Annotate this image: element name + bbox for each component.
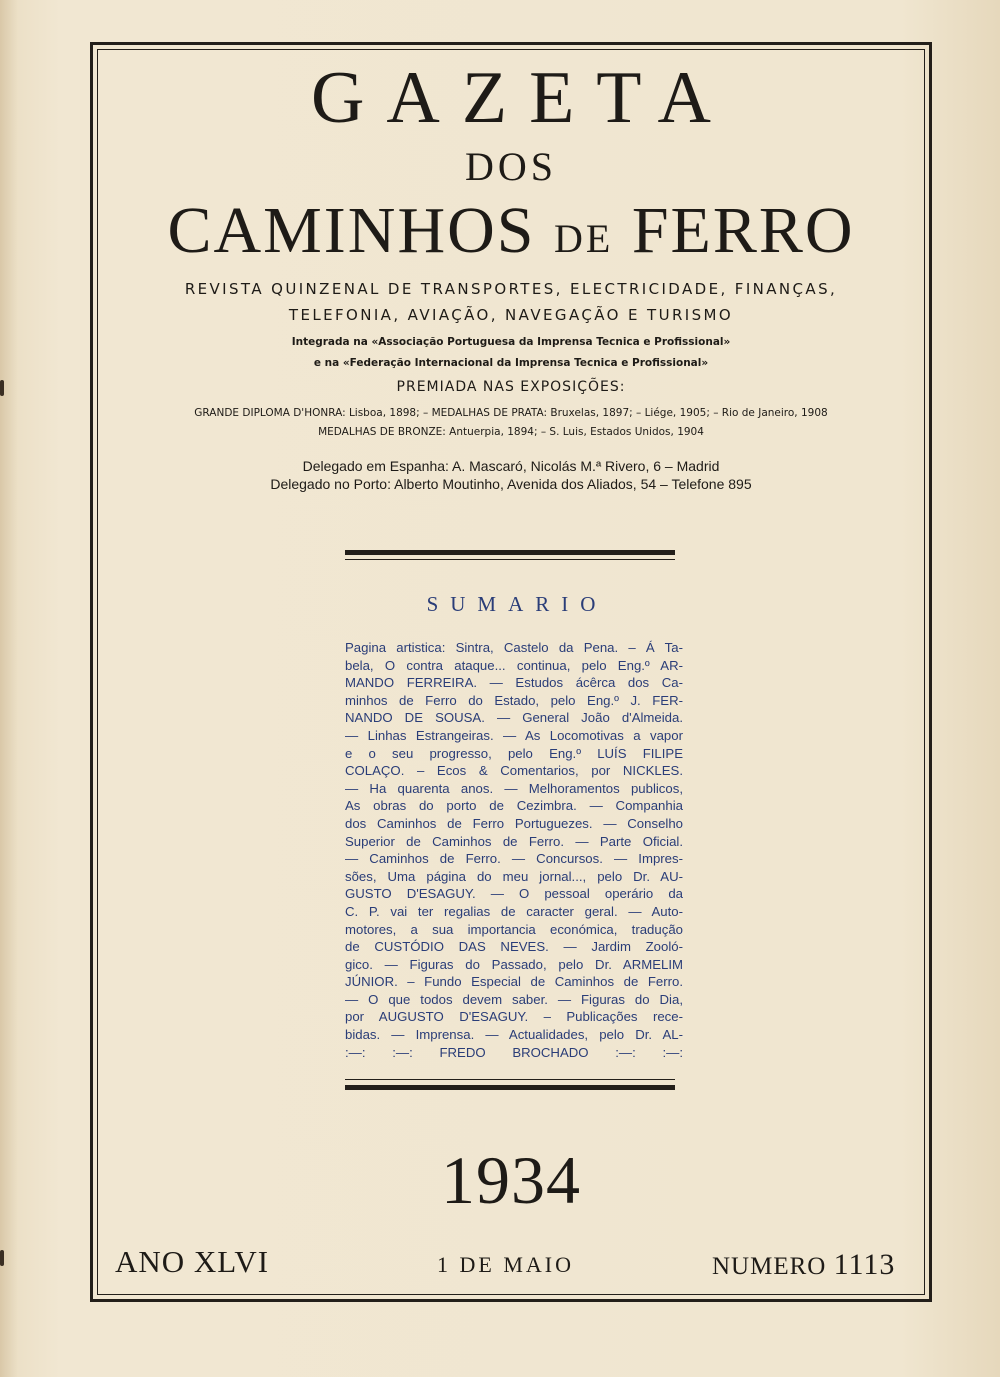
sumario-line: COLAÇO. – Ecos & Comentarios, por NICKLES.	[345, 763, 683, 779]
premiada-heading: PREMIADA NAS EXPOSIÇÕES:	[396, 379, 626, 395]
sumario-line: sões, Uma página do meu jornal..., pelo Dr. AU-	[345, 868, 683, 884]
masthead-title-dos: DOS	[464, 144, 558, 189]
sumario-line: GUSTO D'ESAGUY. — O pessoal operário da	[345, 886, 683, 902]
sumario-line: por AUGUSTO D'ESAGUY. – Publicações rece-	[345, 1009, 683, 1025]
sumario-line: de CUSTÓDIO DAS NEVES. — Jardim Zooló-	[345, 939, 683, 955]
sumario-line: NANDO DE SOUSA. — General João d'Almeida.	[345, 710, 683, 726]
issue-volume: ANO XLVI	[115, 1244, 270, 1279]
sumario-line: bela, O contra ataque... continua, pelo Eng.º AR-	[345, 657, 683, 673]
masthead-word-ferro: FERRO	[631, 194, 855, 267]
sumario-line: gico. — Figuras do Passado, pelo Dr. ARMELIM	[345, 956, 683, 972]
masthead-word-caminhos: CAMINHOS	[167, 194, 536, 267]
sumario-line: MANDO FERREIRA. — Estudos ácêrca dos Ca-	[345, 675, 683, 691]
integrada-line-2: e na «Federação Internacional da Imprensa Tecnica e Profissional»	[313, 357, 709, 369]
sumario-line: motores, a sua importancia económica, tradução	[345, 921, 683, 937]
masthead-title-caminhos-de-ferro	[97, 194, 925, 276]
delegate-spain: Delegado em Espanha: A. Mascaró, Nicolás M.ª Rivero, 6 – Madrid	[302, 458, 720, 474]
sumario-line: Superior de Caminhos de Ferro. — Parte Oficial.	[345, 833, 683, 849]
integrada-line-1: Integrada na «Associação Portuguesa da Imprensa Tecnica e Profissional»	[291, 336, 731, 348]
sumario-line: JÚNIOR. – Fundo Especial de Caminhos de Ferro.	[345, 974, 683, 990]
issue-year: 1934	[441, 1142, 581, 1218]
masthead-word-de: DE	[553, 216, 614, 261]
sumario-line: Pagina artistica: Sintra, Castelo da Pena. – Á Ta-	[345, 640, 683, 655]
sumario-heading: SUMARIO	[426, 592, 608, 616]
sumario-text	[345, 639, 683, 1061]
awards-line-2: MEDALHAS DE BRONZE: Antuerpia, 1894; – S. Luis, Estados Unidos, 1904	[318, 426, 704, 438]
sumario-line: As obras do porto de Cezimbra. — Companhia	[345, 798, 683, 814]
awards-line-1: GRANDE DIPLOMA D'HONRA: Lisboa, 1898; – MEDALHAS DE PRATA: Bruxelas, 1897; – Liége, 1905; – Rio de Janeiro, 1908	[194, 407, 828, 419]
sumario-line: — Linhas Estrangeiras. — As Locomotivas a vapor	[345, 727, 683, 743]
divider-bottom-thick	[345, 1085, 675, 1090]
issue-number	[712, 1246, 895, 1286]
sumario-line: e o seu progresso, pelo Eng.º LUÍS FILIPE	[345, 745, 683, 761]
sumario-line: — O que todos devem saber. — Figuras do Dia,	[345, 991, 683, 1007]
sumario-line: — Ha quarenta anos. — Melhoramentos publicos,	[345, 780, 683, 796]
sumario-line: minhos de Ferro do Estado, pelo Eng.º J. FER-	[345, 692, 683, 708]
divider-bottom-thin	[345, 1079, 675, 1080]
masthead-title-gazeta: GAZETA	[310, 57, 733, 139]
issue-number-value: 1113	[833, 1248, 896, 1281]
binding-hole	[0, 1250, 4, 1266]
binding-hole	[0, 380, 4, 396]
issue-number-label: NUMERO	[712, 1253, 827, 1280]
subtitle-line-2: TELEFONIA, AVIAÇÃO, NAVEGAÇÃO E TURISMO	[288, 306, 734, 324]
delegate-porto: Delegado no Porto: Alberto Moutinho, Avenida dos Aliados, 54 – Telefone 895	[270, 476, 752, 492]
sumario-line: dos Caminhos de Ferro Portuguezes. — Conselho	[345, 815, 683, 831]
subtitle-line-1: REVISTA QUINZENAL DE TRANSPORTES, ELECTRICIDADE, FINANÇAS,	[184, 280, 838, 298]
sumario-line: bidas. — Imprensa. — Actualidades, pelo Dr. AL-	[345, 1027, 683, 1043]
divider-top-thick	[345, 550, 675, 555]
issue-date: 1 DE MAIO	[437, 1252, 574, 1277]
sumario-line: — Caminhos de Ferro. — Concursos. — Impres-	[345, 851, 683, 867]
sumario-line: C. P. vai ter regalias de caracter geral. — Auto-	[345, 903, 683, 919]
divider-top-thin	[345, 559, 675, 560]
sumario-line: :—: :—: FREDO BROCHADO :—: :—:	[345, 1044, 683, 1060]
